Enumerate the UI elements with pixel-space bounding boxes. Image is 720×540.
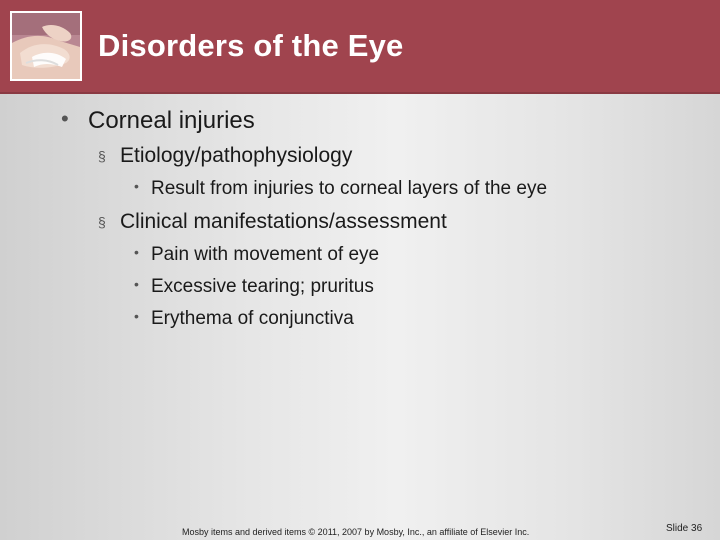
bullet-text: Pain with movement of eye xyxy=(151,244,380,265)
bullet-text: Result from injuries to corneal layers of the eye xyxy=(151,178,548,199)
slide-number: Slide 36 xyxy=(666,523,703,534)
copyright-footer: Mosby items and derived items © 2011, 2007 by Mosby, Inc., an affiliate of Elsevier Inc. xyxy=(182,527,530,537)
bullet-marker: • xyxy=(134,178,139,194)
bullet-text: Excessive tearing; pruritus xyxy=(151,276,374,297)
bullet-marker: • xyxy=(61,106,69,131)
bullet-text: Erythema of conjunctiva xyxy=(151,308,354,329)
bullet-text: Etiology/pathophysiology xyxy=(120,144,353,167)
bullet-marker: § xyxy=(98,148,106,164)
bullet-marker: • xyxy=(134,276,139,292)
bullet-text: Corneal injuries xyxy=(88,107,255,134)
bullet-text: Clinical manifestations/assessment xyxy=(120,210,447,233)
page-title: Disorders of the Eye xyxy=(98,28,404,63)
bullet-marker: • xyxy=(134,244,139,260)
bullet-marker: § xyxy=(98,214,106,230)
bullet-marker: • xyxy=(134,308,139,324)
